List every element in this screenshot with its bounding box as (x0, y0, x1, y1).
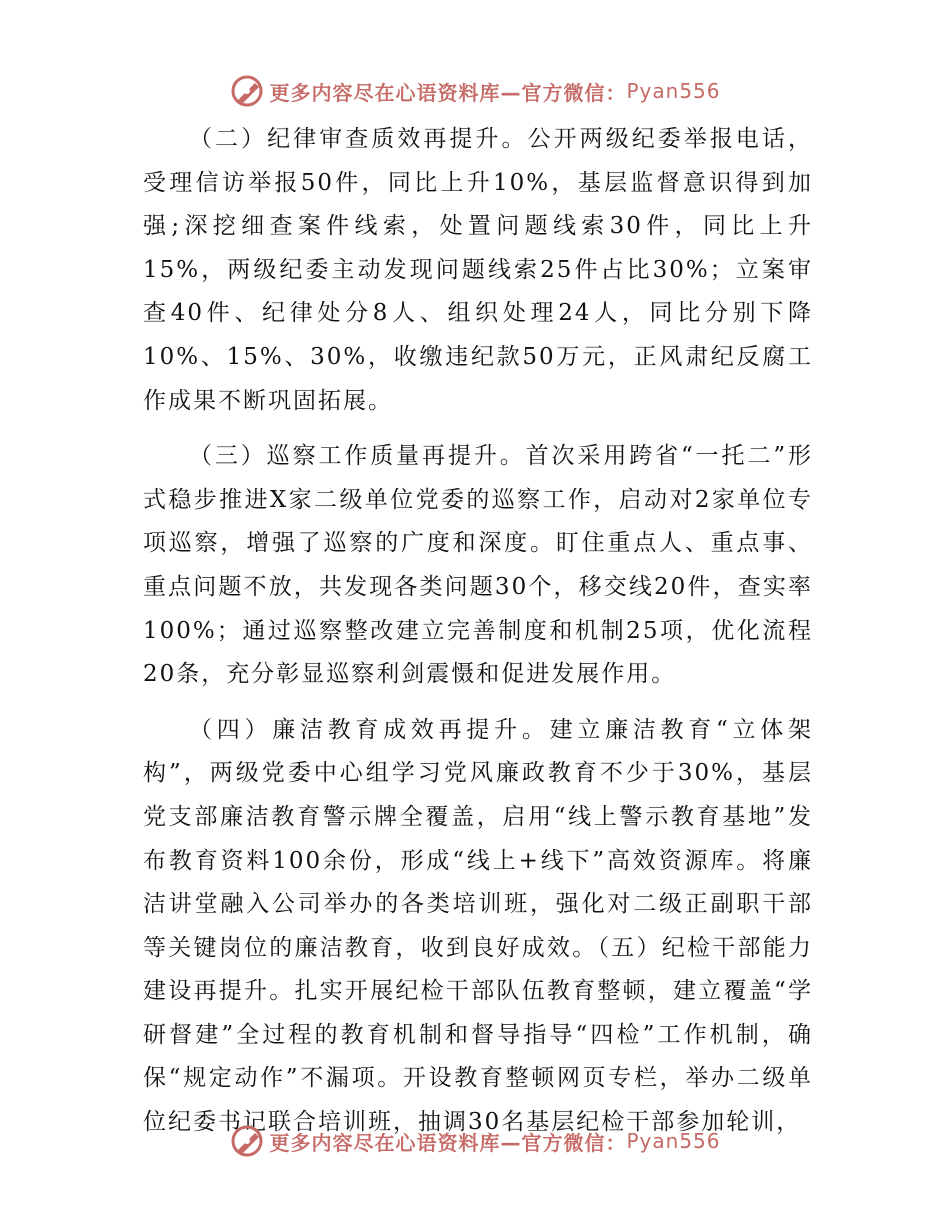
paragraph-inspection-work: （三）巡察工作质量再提升。首次采用跨省“一托二”形式稳步推进X家二级单位党委的巡察工作，启动对2家单位专项巡察，增强了巡察的广度和深度。盯住重点人、重点事、重点问题不放，共发现各类问题30个，移交线20件，查实率100%；通过巡察整改建立完善制度和机制25项，优化流程20条，充分彰显巡察利剑震慑和促进发展作用。 (143, 443, 813, 688)
pen-logo-icon (229, 1123, 265, 1159)
watermark-text: 更多内容尽在心语资料库—官方微信： (269, 80, 627, 105)
document-body (143, 118, 813, 1157)
paragraph-integrity-education: （四）廉洁教育成效再提升。建立廉洁教育“立体架构”，两级党委中心组学习党风廉政教育不少于30%，基层党支部廉洁教育警示牌全覆盖，启用“线上警示教育基地”发布教育资料100余份，形成“线上+线下”高效资源库。将廉洁讲堂融入公司举办的各类培训班，强化对二级正副职干部等关键岗位的廉洁教育，收到良好成效。（五）纪检干部能力建设再提升。扎实开展纪检干部队伍教育整顿，建立覆盖“学研督建”全过程的教育机制和督导指导“四检”工作机制，确保“规定动作”不漏项。开设教育整顿网页专栏，举办二级单位纪委书记联合培训班，抽调30名基层纪检干部参加轮训， (143, 716, 813, 1136)
pen-logo-icon (229, 73, 265, 109)
header-watermark (0, 71, 950, 111)
paragraph-discipline-review: （二）纪律审查质效再提升。公开两级纪委举报电话，受理信访举报50件，同比上升10%，基层监督意识得到加强;深挖细查案件线索，处置问题线索30件，同比上升15%，两级纪委主动发现问题线索25件占比30%；立案审查40件、纪律处分8人、组织处理24人，同比分别下降10%、15%、30%，收缴违纪款50万元，正风肃纪反腐工作成果不断巩固拓展。 (143, 126, 813, 414)
watermark-text: 更多内容尽在心语资料库—官方微信： (269, 1130, 627, 1155)
footer-watermark (0, 1121, 950, 1161)
watermark-wechat-id: Pyan556 (626, 79, 721, 103)
watermark-wechat-id: Pyan556 (626, 1129, 721, 1153)
